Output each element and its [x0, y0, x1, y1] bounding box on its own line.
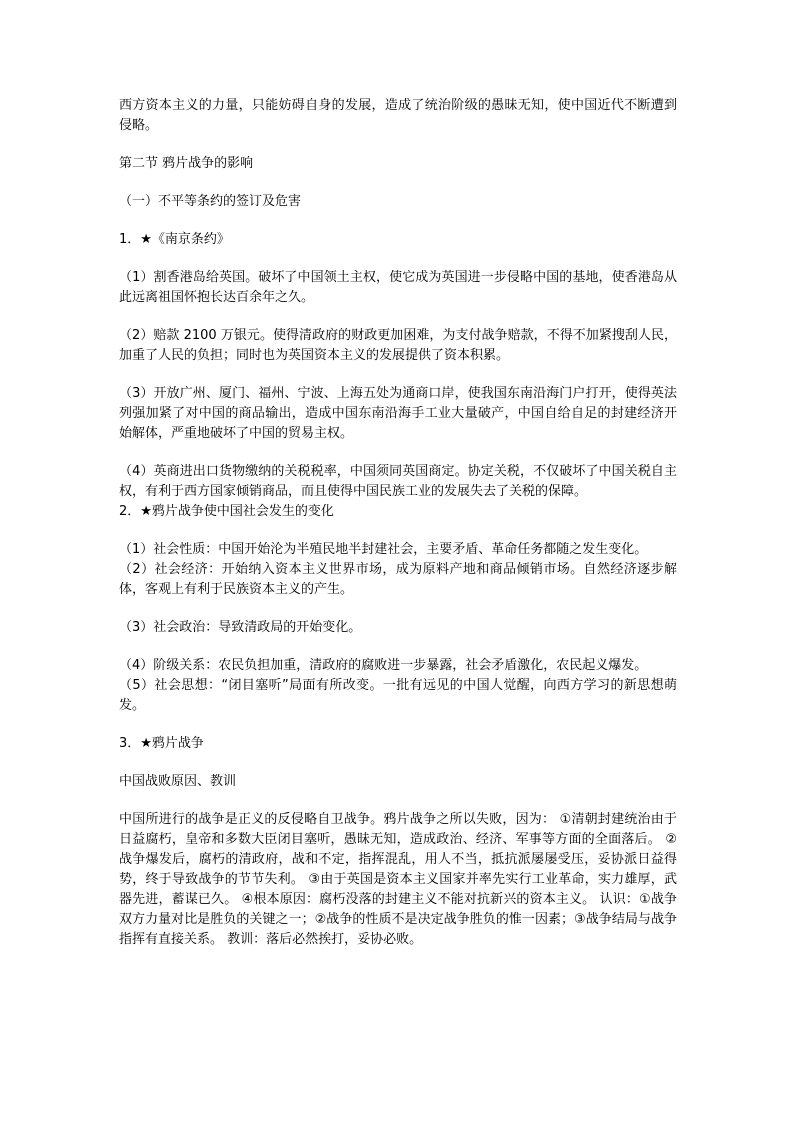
document-page	[119, 96, 677, 950]
paragraph-defeat-analysis: 中国所进行的战争是正义的反侵略自卫战争。鸦片战争之所以失败，因为： ①清朝封建统治由于日益腐朽，皇帝和多数大臣闭目塞听，愚昧无知，造成政治、经济、军事等方面的全面落后。 ②战争爆发后，腐朽的清政府，战和不定，指挥混乱，用人不当，抵抗派屡屡受压，妥协派日益得势，终于导致战争的节节失利。 ③由于英国是资本主义国家并率先实行工业革命，实力雄厚，武器先进，蓄谋已久。 ④根本原因：腐朽没落的封建主义不能对抗新兴的资本主义。 认识：①战争双方力量对比是胜负的关键之一；②战争的性质不是决定战争胜负的惟一因素；③战争结局与战争指挥有直接关系。 教训：落后必然挨打，妥协必败。	[119, 812, 677, 947]
paragraph-change-4: （4）阶级关系：农民负担加重，清政府的腐败进一步暴露，社会矛盾激化，农民起义爆发。	[119, 658, 648, 673]
item-heading-3: 3．★鸦片战争	[119, 736, 204, 751]
paragraph-intro: 西方资本主义的力量，只能妨碍自身的发展，造成了统治阶级的愚昧无知，使中国近代不断遭到侵略。	[119, 98, 677, 133]
paragraph-point-1: （1）割香港岛给英国。破坏了中国领土主权，使它成为英国进一步侵略中国的基地，使香港岛从此远离祖国怀抱长达百余年之久。	[119, 270, 677, 305]
item-heading-2: 2．★鸦片战争使中国社会发生的变化	[119, 504, 334, 519]
paragraph-change-2: （2）社会经济：开始纳入资本主义世界市场，成为原料产地和商品倾销市场。自然经济逐步解体，客观上有利于民族资本主义的产生。	[119, 562, 677, 597]
subheading-defeat-reasons: 中国战败原因、教训	[119, 774, 237, 789]
paragraph-change-1: （1）社会性质：中国开始沦为半殖民地半封建社会，主要矛盾、革命任务都随之发生变化。	[119, 542, 648, 557]
item-heading-1: 1．★《南京条约》	[119, 232, 230, 247]
paragraph-change-5: （5）社会思想：“闭目塞听”局面有所改变。一批有远见的中国人觉醒，向西方学习的新思想萌发。	[119, 678, 677, 713]
paragraph-point-2: （2）赔款 2100 万银元。使得清政府的财政更加困难，为支付战争赔款，不得不加紧搜刮人民，加重了人民的负担；同时也为英国资本主义的发展提供了资本积累。	[119, 328, 677, 363]
section-heading: 第二节 鸦片战争的影响	[119, 156, 254, 171]
paragraph-change-3: （3）社会政治：导致清政局的开始变化。	[119, 620, 362, 635]
paragraph-point-4: （4）英商进出口货物缴纳的关税税率，中国须同英国商定。协定关税，不仅破坏了中国关税自主权，有利于西方国家倾销商品，而且使得中国民族工业的发展失去了关税的保障。	[119, 464, 677, 499]
paragraph-point-3: （3）开放广州、厦门、福州、宁波、上海五处为通商口岸，使我国东南沿海门户打开，使得英法列强加紧了对中国的商品输出，造成中国东南沿海手工业大量破产，中国自给自足的封建经济开始解体，严重地破坏了中国的贸易主权。	[119, 386, 677, 441]
subsection-heading: （一）不平等条约的签订及危害	[119, 194, 302, 209]
